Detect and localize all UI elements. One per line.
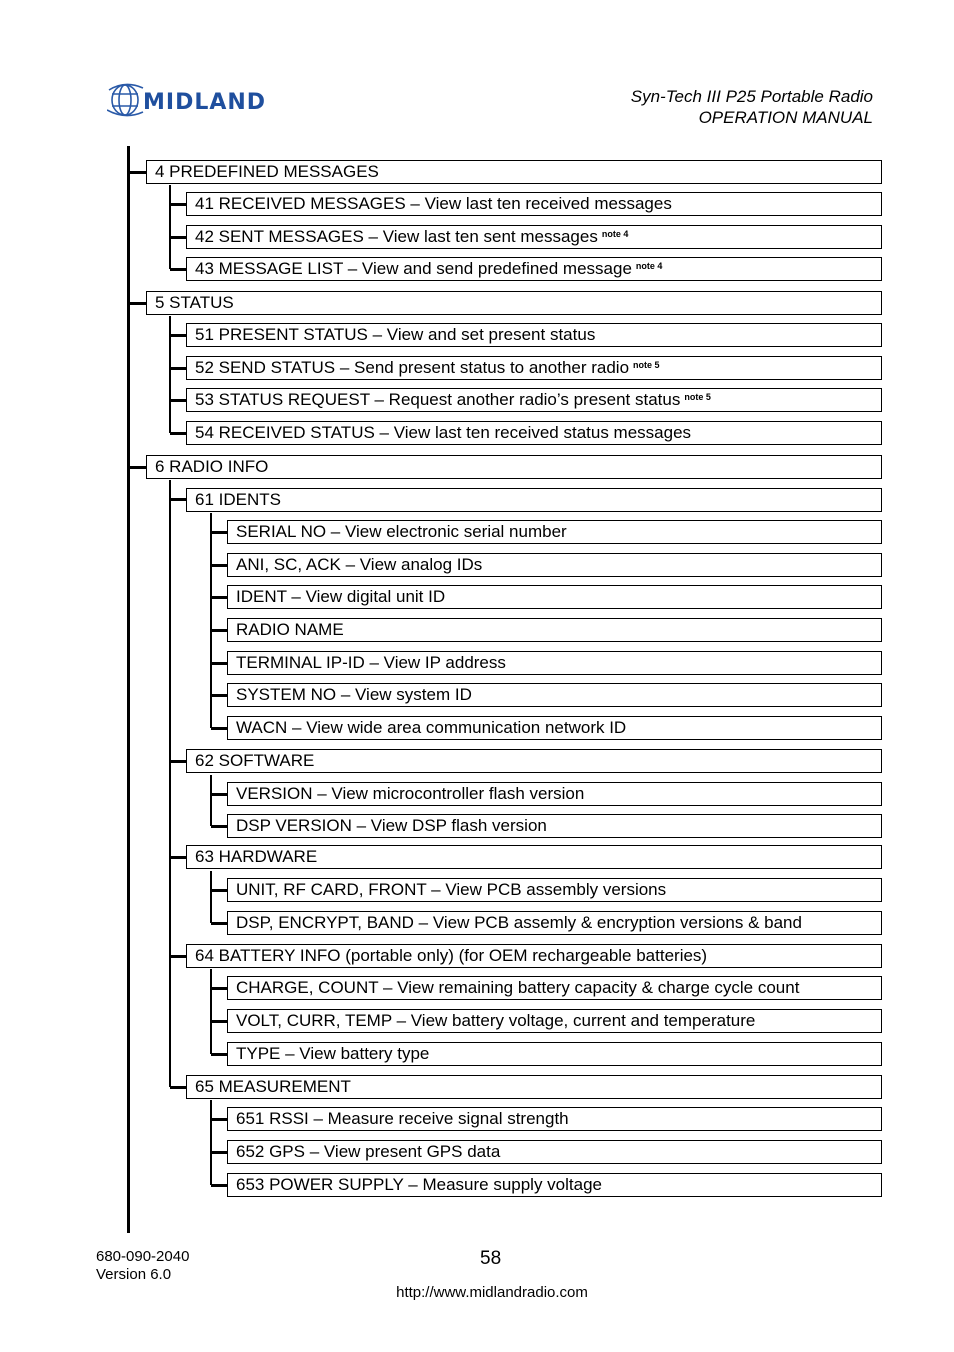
footer-url[interactable]: http://www.midlandradio.com xyxy=(396,1284,588,1301)
connector xyxy=(211,1118,227,1121)
header-subtitle: OPERATION MANUAL xyxy=(698,108,873,127)
menu-item-652: 652 GPS – View present GPS data xyxy=(227,1140,882,1164)
menu-item-radio-name: RADIO NAME xyxy=(227,618,882,642)
connector xyxy=(170,432,186,435)
connector xyxy=(211,531,227,534)
menu-item-63: 63 HARDWARE xyxy=(186,845,882,869)
connector xyxy=(170,268,186,271)
menu-item-terminal-ip: TERMINAL IP-ID – View IP address xyxy=(227,651,882,675)
tree-branch-4 xyxy=(169,185,171,269)
menu-item-65: 65 MEASUREMENT xyxy=(186,1075,882,1099)
tree-branch-65 xyxy=(210,1100,212,1185)
menu-item-51: 51 PRESENT STATUS – View and set present status xyxy=(186,323,882,347)
doc-version: Version 6.0 xyxy=(96,1266,172,1283)
tree-branch-64 xyxy=(210,969,212,1054)
connector xyxy=(211,1184,227,1187)
connector xyxy=(170,856,186,859)
globe-logo-icon xyxy=(107,80,307,120)
menu-item-ident: IDENT – View digital unit ID xyxy=(227,585,882,609)
connector xyxy=(211,1020,227,1023)
doc-number: 680-090-2040 xyxy=(96,1248,190,1265)
connector xyxy=(211,889,227,892)
document-id xyxy=(96,1248,189,1284)
tree-trunk xyxy=(127,146,130,1233)
menu-item-54: 54 RECEIVED STATUS – View last ten received status messages xyxy=(186,421,882,445)
footnote-ref: note 5 xyxy=(633,360,660,370)
menu-item-5: 5 STATUS xyxy=(146,291,882,315)
menu-item-volt-curr-temp: VOLT, CURR, TEMP – View battery voltage, current and temperature xyxy=(227,1009,882,1033)
menu-item-42: 42 SENT MESSAGES – View last ten sent messages $^{note 4}$ xyxy=(186,225,882,249)
menu-item-653: 653 POWER SUPPLY – Measure supply voltage xyxy=(227,1173,882,1197)
menu-item-dsp-version: DSP VERSION – View DSP flash version xyxy=(227,814,882,838)
connector xyxy=(211,727,227,730)
menu-item-wacn: WACN – View wide area communication network ID xyxy=(227,716,882,740)
page-number: 58 xyxy=(480,1248,502,1269)
connector xyxy=(211,629,227,632)
menu-item-version: VERSION – View microcontroller flash version xyxy=(227,782,882,806)
menu-item-charge-count: CHARGE, COUNT – View remaining battery capacity & charge cycle count xyxy=(227,976,882,1000)
connector xyxy=(170,236,186,239)
menu-item-62: 62 SOFTWARE xyxy=(186,749,882,773)
menu-item-ani: ANI, SC, ACK – View analog IDs xyxy=(227,553,882,577)
menu-item-dsp-encrypt: DSP, ENCRYPT, BAND – View PCB assemly & encryption versions & band xyxy=(227,911,882,935)
connector xyxy=(211,922,227,925)
menu-item-64: 64 BATTERY INFO (portable only) (for OEM rechargeable batteries) xyxy=(186,944,882,968)
tree-branch-62 xyxy=(210,775,212,826)
document-header xyxy=(631,86,873,128)
connector xyxy=(211,596,227,599)
connector xyxy=(170,203,186,206)
connector xyxy=(211,793,227,796)
connector xyxy=(170,399,186,402)
menu-item-651: 651 RSSI – Measure receive signal strength xyxy=(227,1107,882,1131)
connector xyxy=(170,760,186,763)
connector xyxy=(211,694,227,697)
header-title: Syn-Tech III P25 Portable Radio xyxy=(630,87,873,106)
connector xyxy=(211,825,227,828)
menu-item-4: 4 PREDEFINED MESSAGES xyxy=(146,160,882,184)
menu-item-53: 53 STATUS REQUEST – Request another radio’s present status $^{note 5}$ xyxy=(186,388,882,412)
footnote-ref: note 4 xyxy=(601,229,629,239)
connector xyxy=(211,662,227,665)
menu-item-serial-no: SERIAL NO – View electronic serial number xyxy=(227,520,882,544)
connector xyxy=(170,334,186,337)
connector xyxy=(129,466,146,469)
connector xyxy=(211,1151,227,1154)
brand-wordmark: MIDLAND xyxy=(143,90,267,115)
menu-item-41: 41 RECEIVED MESSAGES – View last ten received messages xyxy=(186,192,882,216)
footnote-ref: note 5 xyxy=(684,392,711,402)
connector xyxy=(170,367,186,370)
menu-item-6: 6 RADIO INFO xyxy=(146,455,882,479)
menu-item-61: 61 IDENTS xyxy=(186,488,882,512)
connector xyxy=(170,498,186,501)
menu-item-battery-type: TYPE – View battery type xyxy=(227,1042,882,1066)
footnote-ref: note 4 xyxy=(635,261,663,271)
menu-item-52: 52 SEND STATUS – Send present status to another radio $^{note 5}$ xyxy=(186,356,882,380)
connector xyxy=(170,1086,186,1089)
connector xyxy=(170,955,186,958)
tree-branch-6 xyxy=(169,480,171,1087)
tree-branch-63 xyxy=(210,871,212,923)
connector xyxy=(211,987,227,990)
connector xyxy=(211,564,227,567)
menu-item-system-no: SYSTEM NO – View system ID xyxy=(227,683,882,707)
menu-item-unit-rf-card: UNIT, RF CARD, FRONT – View PCB assembly versions xyxy=(227,878,882,902)
connector xyxy=(211,1053,227,1056)
connector xyxy=(129,171,146,174)
connector xyxy=(129,302,146,305)
menu-item-43: 43 MESSAGE LIST – View and send predefined message $^{note 4}$ xyxy=(186,257,882,281)
midland-logo xyxy=(107,80,307,120)
